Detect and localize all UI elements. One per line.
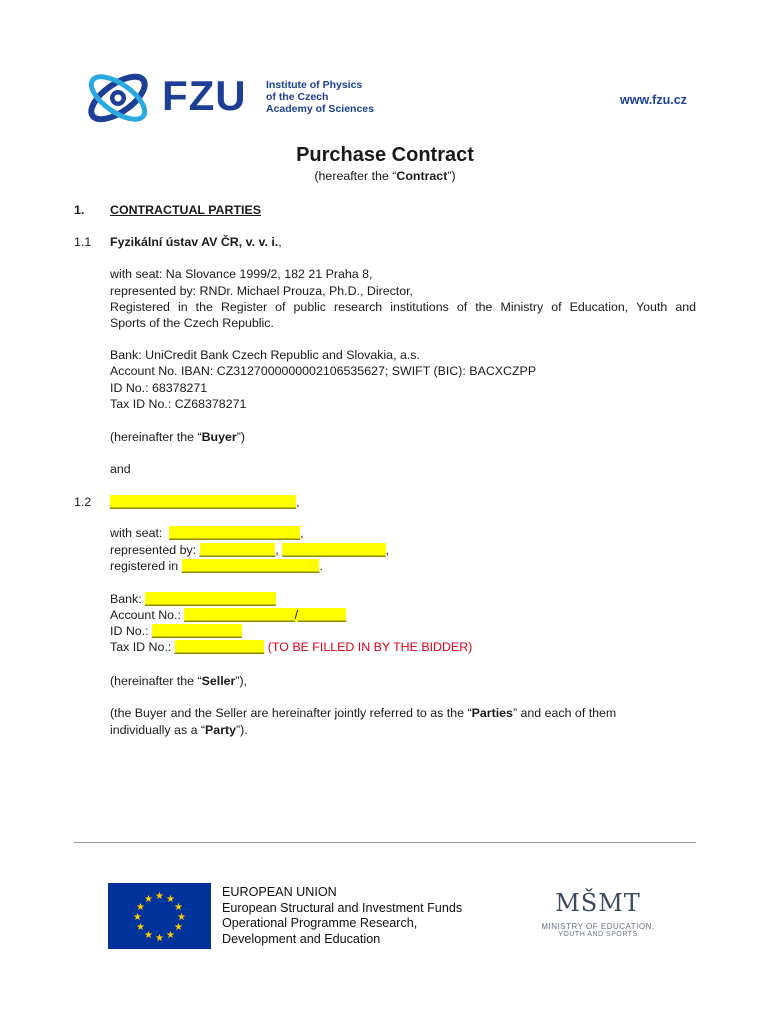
eu-line: Development and Education	[222, 931, 381, 946]
buyer-id: ID No.: 68378271	[110, 381, 208, 395]
clause-number: 1.1	[74, 235, 92, 249]
svg-text:★: ★	[133, 912, 142, 923]
eu-line: Operational Programme Research,	[222, 916, 418, 930]
seller-account-field[interactable]: Account No.: ________________/_______	[110, 608, 347, 622]
seller-registered-field[interactable]: registered in ____________________.	[110, 559, 323, 573]
seller-bank-field[interactable]: Bank: ___________________	[110, 592, 277, 606]
svg-text:★: ★	[166, 930, 175, 941]
logo-line: Academy of Sciences	[266, 103, 374, 115]
msmt-caption: YOUTH AND SPORTS	[558, 931, 638, 938]
and-text: and	[110, 462, 131, 476]
footer-divider	[74, 842, 696, 843]
seller-name-field[interactable]: ___________________________,	[110, 495, 300, 509]
svg-text:★: ★	[136, 902, 145, 913]
seller-represented-field[interactable]: represented by: ___________, _______________,	[110, 543, 390, 557]
joint-definition: individually as a “Party”).	[110, 723, 248, 737]
joint-definition: (the Buyer and the Seller are hereinafter jointly referred to as the “Parties” and each of them	[110, 706, 617, 720]
seller-seat-field[interactable]: with seat: ___________________,	[110, 526, 304, 540]
eu-stars-icon	[108, 883, 211, 949]
fzu-atom-icon	[84, 66, 154, 130]
msmt-caption: MINISTRY OF EDUCATION,	[541, 922, 655, 931]
logo-line: Institute of Physics	[266, 79, 363, 91]
svg-text:★: ★	[174, 902, 183, 913]
svg-text:★: ★	[136, 922, 145, 933]
svg-text:★: ★	[155, 933, 164, 944]
fzu-logo	[84, 66, 374, 130]
seller-id-field[interactable]: ID No.: _____________	[110, 624, 242, 638]
clause-number: 1.2	[74, 495, 92, 509]
buyer-represented: represented by: RNDr. Michael Prouza, Ph.D., Director,	[110, 284, 414, 298]
svg-text:★: ★	[177, 912, 186, 923]
eu-line: European Structural and Investment Funds	[222, 900, 463, 915]
website-link[interactable]: www.fzu.cz	[620, 93, 687, 107]
buyer-name: Fyzikální ústav AV ČR, v. v. i.,	[110, 235, 282, 249]
buyer-seat: with seat: Na Slovance 1999/2, 182 21 Praha 8,	[110, 267, 373, 281]
buyer-tax-id: Tax ID No.: CZ68378271	[110, 397, 247, 411]
seller-tax-id-field[interactable]: Tax ID No.: _____________ (TO BE FILLED IN BY THE BIDDER)	[110, 640, 473, 654]
buyer-registered: Registered in the Register of public research institutions of the Ministry of Education, Youth and	[110, 300, 696, 314]
buyer-bank: Bank: UniCredit Bank Czech Republic and Slovakia, a.s.	[110, 348, 420, 362]
seller-definition: (hereinafter the “Seller”),	[110, 674, 248, 688]
section-heading: CONTRACTUAL PARTIES	[110, 203, 261, 217]
svg-text:★: ★	[144, 930, 153, 941]
logo-line: of the Czech	[266, 91, 329, 103]
page-subtitle: (hereafter the “Contract”)	[314, 169, 456, 183]
msmt-logo-mark: MŠMT	[555, 889, 641, 917]
eu-flag	[108, 883, 211, 949]
svg-text:★: ★	[155, 891, 164, 902]
svg-text:★: ★	[144, 894, 153, 905]
page-title: Purchase Contract	[296, 144, 474, 166]
section-number: 1.	[74, 203, 85, 217]
svg-text:★: ★	[166, 894, 175, 905]
buyer-definition: (hereinafter the “Buyer”)	[110, 430, 245, 444]
msmt-logo	[528, 884, 668, 948]
buyer-registered: Sports of the Czech Republic.	[110, 316, 274, 330]
svg-text:★: ★	[174, 922, 183, 933]
eu-text	[222, 885, 462, 947]
fzu-abbrev: FZU	[162, 72, 247, 119]
fzu-institute-name	[266, 79, 374, 115]
buyer-account: Account No. IBAN: CZ3127000000002106535627; SWIFT (BIC): BACXCZPP	[110, 364, 537, 378]
eu-line: EUROPEAN UNION	[222, 885, 337, 899]
bidder-fill-note: (TO BE FILLED IN BY THE BIDDER)	[267, 640, 473, 654]
